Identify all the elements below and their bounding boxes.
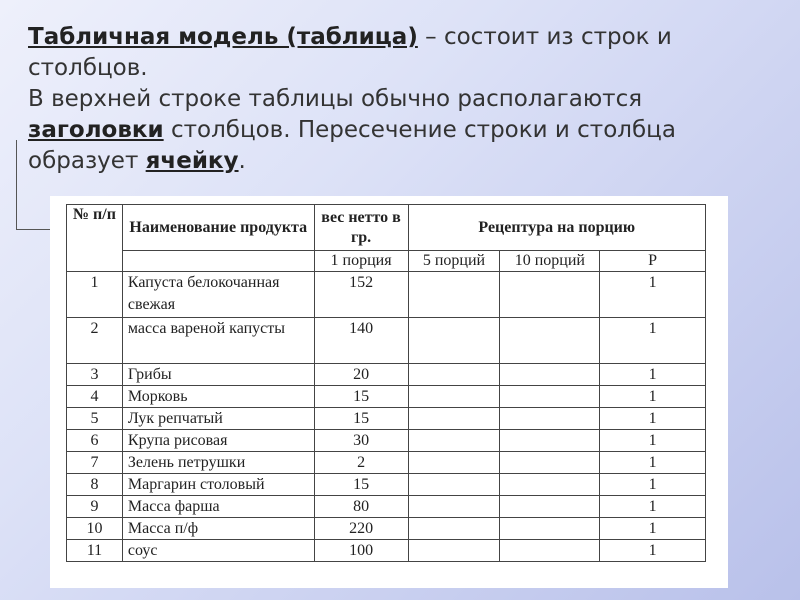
- header-name: Наименование продукта: [122, 205, 314, 251]
- r-cell: 1: [600, 364, 706, 386]
- product-name-cell: Маргарин столовый: [122, 474, 314, 496]
- row-number-cell: 7: [67, 452, 123, 474]
- portion-10-cell: [500, 364, 600, 386]
- pointer-line: [16, 140, 17, 230]
- product-name-cell: соус: [122, 540, 314, 562]
- r-cell: 1: [600, 540, 706, 562]
- r-cell: 1: [600, 496, 706, 518]
- header-recipe: Рецептура на порцию: [408, 205, 706, 251]
- weight-cell: 15: [314, 474, 408, 496]
- term-cell: ячейку: [145, 148, 239, 174]
- row-number-cell: 4: [67, 386, 123, 408]
- table-row: [67, 518, 706, 540]
- weight-cell: 220: [314, 518, 408, 540]
- term-headers: заголовки: [28, 117, 164, 143]
- subheader-r: Р: [600, 251, 706, 272]
- portion-5-cell: [408, 474, 500, 496]
- header-num: № п/п: [67, 205, 123, 272]
- r-cell: 1: [600, 452, 706, 474]
- row-number-cell: 10: [67, 518, 123, 540]
- product-name-cell: Масса п/ф: [122, 518, 314, 540]
- portion-5-cell: [408, 318, 500, 364]
- recipe-table: [66, 204, 706, 562]
- table-row: [67, 474, 706, 496]
- weight-cell: 152: [314, 272, 408, 318]
- portion-5-cell: [408, 364, 500, 386]
- portion-5-cell: [408, 540, 500, 562]
- intro-text: [28, 22, 788, 177]
- r-cell: 1: [600, 474, 706, 496]
- subheader-5-portions: 5 порций: [408, 251, 500, 272]
- intro-rest-3: .: [238, 148, 246, 174]
- row-number-cell: 2: [67, 318, 123, 364]
- table-row: [67, 408, 706, 430]
- row-number-cell: 3: [67, 364, 123, 386]
- product-name-cell: Капуста белокочанная свежая: [122, 272, 314, 318]
- table-row: [67, 452, 706, 474]
- intro-rest-2: столбцов. Пересечение строки и столбца образует: [28, 117, 676, 174]
- intro-line-2: В верхней строке таблицы обычно располагаются: [28, 86, 643, 112]
- weight-cell: 20: [314, 364, 408, 386]
- table-row: [67, 496, 706, 518]
- subheader-10-portions: 10 порций: [500, 251, 600, 272]
- r-cell: 1: [600, 386, 706, 408]
- portion-10-cell: [500, 272, 600, 318]
- portion-5-cell: [408, 408, 500, 430]
- portion-10-cell: [500, 408, 600, 430]
- intro-rest-1: – состоит из строк и столбцов.: [28, 24, 672, 81]
- portion-10-cell: [500, 474, 600, 496]
- subheader-empty: [122, 251, 314, 272]
- row-number-cell: 8: [67, 474, 123, 496]
- portion-10-cell: [500, 318, 600, 364]
- product-name-cell: Грибы: [122, 364, 314, 386]
- weight-cell: 15: [314, 408, 408, 430]
- portion-5-cell: [408, 496, 500, 518]
- weight-cell: 2: [314, 452, 408, 474]
- portion-10-cell: [500, 540, 600, 562]
- table-row: [67, 364, 706, 386]
- product-name-cell: масса вареной капусты: [122, 318, 314, 364]
- portion-10-cell: [500, 518, 600, 540]
- header-weight: вес нетто в гр.: [314, 205, 408, 251]
- weight-cell: 140: [314, 318, 408, 364]
- r-cell: 1: [600, 518, 706, 540]
- portion-5-cell: [408, 518, 500, 540]
- row-number-cell: 6: [67, 430, 123, 452]
- r-cell: 1: [600, 272, 706, 318]
- table-row: [67, 318, 706, 364]
- r-cell: 1: [600, 430, 706, 452]
- table-image: [50, 196, 728, 588]
- product-name-cell: Масса фарша: [122, 496, 314, 518]
- row-number-cell: 5: [67, 408, 123, 430]
- product-name-cell: Морковь: [122, 386, 314, 408]
- portion-5-cell: [408, 272, 500, 318]
- product-name-cell: Лук репчатый: [122, 408, 314, 430]
- weight-cell: 80: [314, 496, 408, 518]
- r-cell: 1: [600, 408, 706, 430]
- weight-cell: 100: [314, 540, 408, 562]
- row-number-cell: 9: [67, 496, 123, 518]
- weight-cell: 15: [314, 386, 408, 408]
- row-number-cell: 1: [67, 272, 123, 318]
- portion-10-cell: [500, 452, 600, 474]
- subheader-1-portion: 1 порция: [314, 251, 408, 272]
- portion-10-cell: [500, 430, 600, 452]
- table-row: [67, 540, 706, 562]
- table-row: [67, 386, 706, 408]
- portion-10-cell: [500, 386, 600, 408]
- portion-5-cell: [408, 430, 500, 452]
- product-name-cell: Крупа рисовая: [122, 430, 314, 452]
- table-row: [67, 430, 706, 452]
- r-cell: 1: [600, 318, 706, 364]
- term-table-model: Табличная модель (таблица): [28, 24, 418, 50]
- weight-cell: 30: [314, 430, 408, 452]
- table-row: [67, 272, 706, 318]
- portion-5-cell: [408, 452, 500, 474]
- product-name-cell: Зелень петрушки: [122, 452, 314, 474]
- row-number-cell: 11: [67, 540, 123, 562]
- portion-10-cell: [500, 496, 600, 518]
- portion-5-cell: [408, 386, 500, 408]
